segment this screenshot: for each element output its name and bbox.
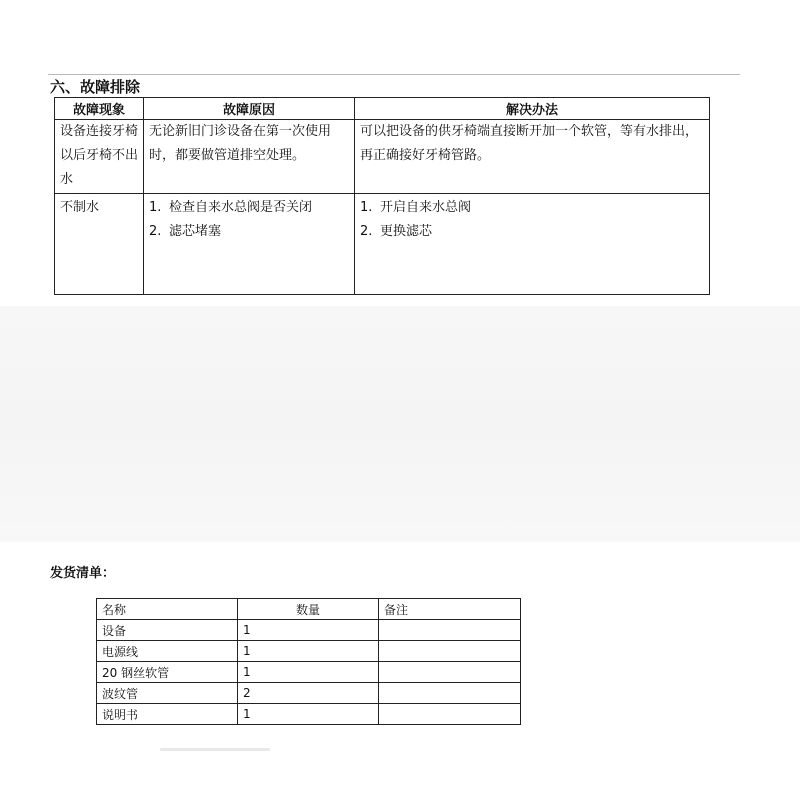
table-row (55, 194, 710, 295)
blank-scan-area (0, 306, 800, 542)
item-name: 电源线 (97, 641, 238, 662)
item-note (379, 662, 521, 683)
item-name: 说明书 (97, 704, 238, 725)
list-text: 更换滤芯 (380, 224, 433, 239)
header-solution: 解决办法 (355, 98, 710, 120)
item-quantity: 1 (238, 662, 379, 683)
list-number: 2. (149, 224, 162, 239)
item-note (379, 704, 521, 725)
header-cause: 故障原因 (144, 98, 355, 120)
solution-list-item (360, 220, 704, 244)
scan-artifact (160, 748, 270, 751)
table-row (97, 683, 521, 704)
item-quantity: 1 (238, 641, 379, 662)
symptom-cell: 不制水 (55, 194, 144, 295)
table-row (97, 641, 521, 662)
item-quantity: 1 (238, 620, 379, 641)
cause-list-item (149, 220, 349, 244)
list-number: 1. (149, 200, 162, 215)
list-number: 1. (360, 200, 373, 215)
header-symptom: 故障现象 (55, 98, 144, 120)
item-note (379, 620, 521, 641)
symptom-cell: 设备连接牙椅以后牙椅不出水 (55, 120, 144, 194)
solution-cell (355, 194, 710, 295)
shipping-list-title: 发货清单： (50, 566, 116, 581)
shipping-list-table (96, 598, 521, 725)
header-name: 名称 (97, 599, 238, 620)
cause-list-item (149, 196, 349, 220)
cause-cell: 无论新旧门诊设备在第一次使用时，都要做管道排空处理。 (144, 120, 355, 194)
list-text: 滤芯堵塞 (169, 224, 222, 239)
item-name: 波纹管 (97, 683, 238, 704)
solution-cell: 可以把设备的供牙椅端直接断开加一个软管，等有水排出，再正确接好牙椅管路。 (355, 120, 710, 194)
table-header-row (97, 599, 521, 620)
troubleshooting-table (54, 97, 710, 295)
table-row (97, 662, 521, 683)
header-note: 备注 (379, 599, 521, 620)
table-row (97, 704, 521, 725)
table-row (97, 620, 521, 641)
list-number: 2. (360, 224, 373, 239)
list-text: 检查自来水总阀是否关闭 (169, 200, 313, 215)
list-text: 开启自来水总阀 (380, 200, 472, 215)
cause-cell (144, 194, 355, 295)
item-name: 设备 (97, 620, 238, 641)
top-divider (48, 74, 740, 75)
item-note (379, 683, 521, 704)
item-quantity: 2 (238, 683, 379, 704)
item-name: 20 钢丝软管 (97, 662, 238, 683)
item-note (379, 641, 521, 662)
header-quantity: 数量 (238, 599, 379, 620)
section-title: 六、故障排除 (50, 78, 141, 96)
solution-list-item (360, 196, 704, 220)
table-header-row (55, 98, 710, 120)
table-row (55, 120, 710, 194)
item-quantity: 1 (238, 704, 379, 725)
